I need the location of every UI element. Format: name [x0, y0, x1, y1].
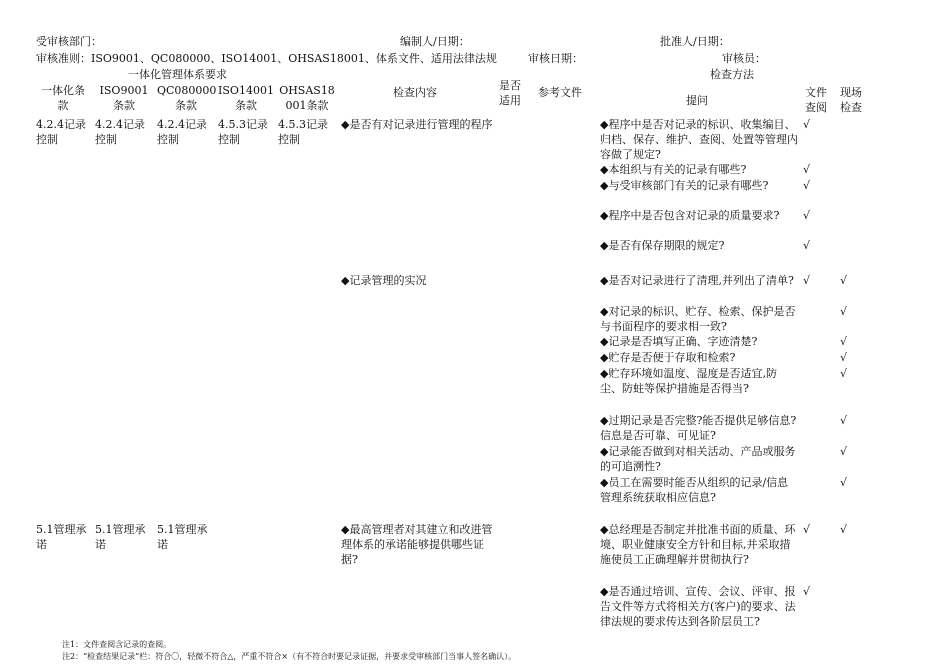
doc-review-mark: √	[803, 239, 811, 252]
question-item: ◆是否有保存期限的规定?	[600, 239, 725, 252]
site-check-mark: √	[840, 351, 848, 364]
col-ohsas18001-clause: OHSAS18001条款	[279, 84, 335, 112]
clause-cell: 5.1管理承诺	[157, 523, 208, 551]
col-doc-review: 文件查阅	[805, 86, 827, 114]
check-content-item: ◆最高管理者对其建立和改进管理体系的承诺能够提供哪些证据?	[341, 523, 493, 566]
col-integrated-clause: 一体化条款	[41, 84, 85, 112]
clause-cell: 5.1管理承诺	[95, 523, 146, 551]
question-item: ◆记录是否填写正确、字迹清楚?	[600, 335, 758, 348]
footnote-2: 注2：“检查结果记录”栏：符合〇，轻微不符合△，严重不符合×（有不符合时要记录证据，并要求受审核部门当事人签名确认）。	[62, 652, 517, 661]
clause-cell: 4.2.4记录控制	[36, 118, 86, 146]
audited-department-label: 受审核部门：	[36, 35, 102, 48]
doc-review-mark: √	[803, 118, 811, 131]
approver-date-label: 批准人/日期：	[660, 35, 730, 48]
audit-date-label: 审核日期：	[528, 52, 583, 65]
question-item: ◆与受审核部门有关的记录有哪些?	[600, 179, 769, 192]
check-content-item: ◆是否有对记录进行管理的程序	[341, 118, 493, 131]
question-item: ◆员工在需要时能否从组织的记录/信息管理系统获取相应信息?	[600, 476, 789, 504]
col-iso14001-clause: ISO14001条款	[218, 84, 274, 112]
question-item: ◆程序中是否包含对记录的质量要求?	[600, 209, 780, 222]
clause-cell: 4.5.3记录控制	[218, 118, 268, 146]
group-title-requirements: 一体化管理体系要求	[128, 68, 227, 81]
doc-review-mark: √	[803, 179, 811, 192]
auditor-label: 审核员：	[722, 52, 766, 65]
question-item: ◆本组织与有关的记录有哪些?	[600, 163, 747, 176]
audit-criteria-label: 审核准则：ISO9001、QC080000、ISO14001、OHSAS18001、体系文件、适用法律法规	[36, 52, 497, 65]
question-item: ◆总经理是否制定并批准书面的质量、环境、职业健康安全方针和目标,并采取措施使员工正确理解并贯彻执行?	[600, 523, 796, 566]
site-check-mark: √	[840, 523, 848, 536]
col-reference-doc: 参考文件	[538, 86, 582, 99]
site-check-mark: √	[840, 274, 848, 287]
clause-cell: 5.1管理承诺	[36, 523, 87, 551]
col-applicable: 是否适用	[499, 79, 521, 107]
col-question: 提问	[686, 94, 708, 107]
site-check-mark: √	[840, 367, 848, 380]
footnote-1: 注1：文件查阅含记录的查阅。	[62, 640, 172, 649]
clause-cell: 4.2.4记录控制	[95, 118, 145, 146]
method-title: 检查方法	[710, 68, 754, 81]
question-item: ◆记录能否做到对相关活动、产品或服务的可追溯性?	[600, 445, 796, 473]
question-item: ◆对记录的标识、贮存、检索、保护是否与书面程序的要求相一致?	[600, 305, 796, 333]
clause-cell: 4.2.4记录控制	[157, 118, 207, 146]
col-qc080000-clause: QC080000条款	[157, 84, 217, 112]
site-check-mark: √	[840, 414, 848, 427]
col-site-check: 现场检查	[840, 86, 862, 114]
editor-date-label: 编制人/日期：	[400, 35, 470, 48]
question-item: ◆贮存环境如温度、湿度是否适宜,防尘、防蛀等保护措施是否得当?	[600, 367, 777, 395]
site-check-mark: √	[840, 305, 848, 318]
doc-review-mark: √	[803, 523, 811, 536]
question-item: ◆过期记录是否完整?能否提供足够信息?信息是否可靠、可见证?	[600, 414, 797, 442]
question-item: ◆程序中是否对记录的标识、收集编目、归档、保存、维护、查阅、处置等管理内容做了规定?	[600, 118, 798, 161]
question-item: ◆是否对记录进行了清理,并列出了清单?	[600, 274, 794, 287]
site-check-mark: √	[840, 445, 848, 458]
doc-review-mark: √	[803, 163, 811, 176]
col-check-content: 检查内容	[393, 86, 437, 99]
doc-review-mark: √	[803, 274, 811, 287]
doc-review-mark: √	[803, 209, 811, 222]
doc-review-mark: √	[803, 585, 811, 598]
col-iso9001-clause: ISO9001条款	[99, 84, 149, 112]
question-item: ◆是否通过培训、宣传、会议、评审、报告文件等方式将相关方(客户)的要求、法律法规的要求传达到各阶层员工?	[600, 585, 796, 628]
clause-cell: 4.5.3记录控制	[278, 118, 328, 146]
question-item: ◆贮存是否便于存取和检索?	[600, 351, 736, 364]
check-content-item: ◆记录管理的实况	[341, 274, 427, 287]
site-check-mark: √	[840, 335, 848, 348]
site-check-mark: √	[840, 476, 848, 489]
